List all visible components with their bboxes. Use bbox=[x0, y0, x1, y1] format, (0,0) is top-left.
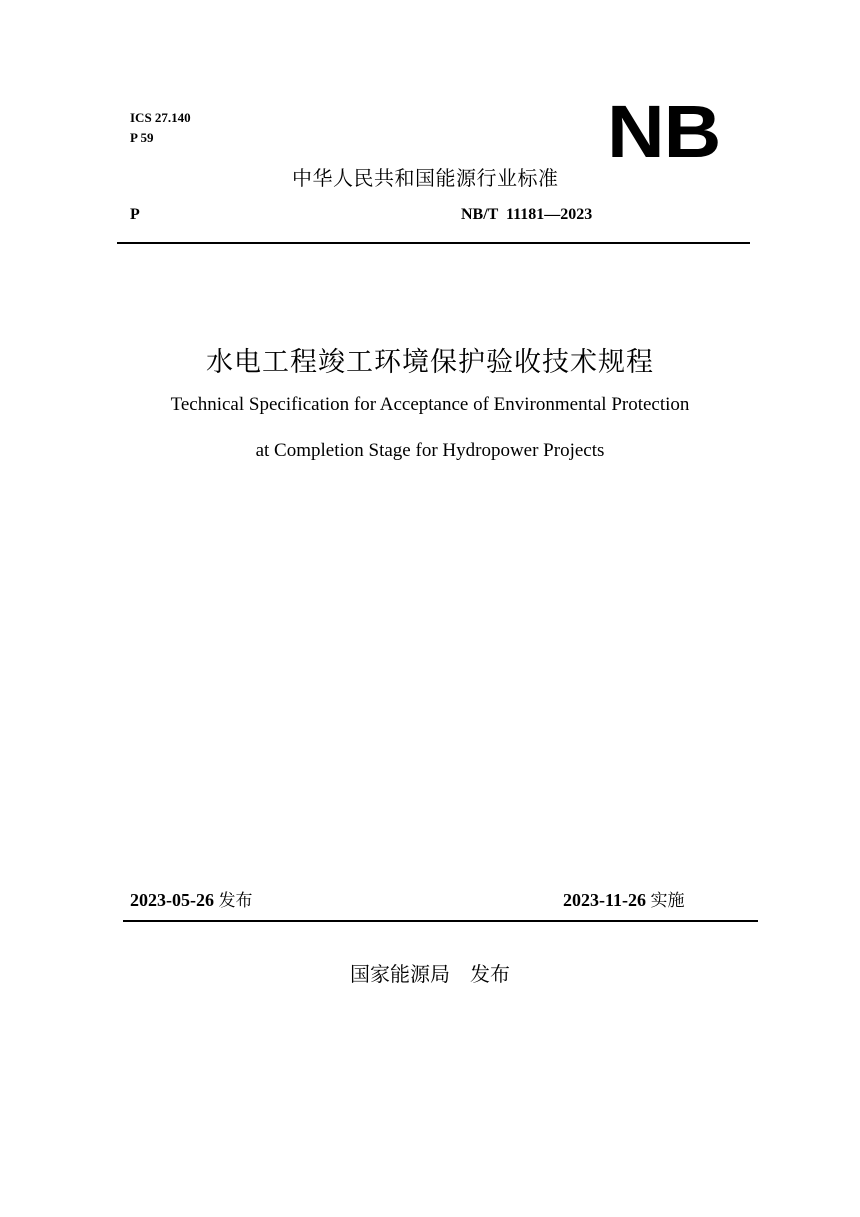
ccs-code: P 59 bbox=[130, 130, 154, 145]
standard-number: NB/T 11181—2023 bbox=[461, 206, 593, 223]
nb-logo: NB bbox=[607, 90, 721, 173]
publish-label: 发布 bbox=[218, 891, 253, 911]
publish-date bbox=[130, 886, 253, 911]
classification-letter: P bbox=[130, 206, 140, 223]
title-english-line1: Technical Specification for Acceptance of Environmental Protection bbox=[170, 394, 690, 415]
publish-date-value: 2023-05-26 bbox=[130, 890, 214, 910]
effective-label: 实施 bbox=[650, 891, 685, 911]
bottom-divider bbox=[123, 920, 758, 922]
title-chinese: 水电工程竣工环境保护验收技术规程 bbox=[206, 347, 654, 378]
ics-code: ICS 27.140 bbox=[130, 110, 191, 125]
title-english-line2: at Completion Stage for Hydropower Projects bbox=[255, 440, 605, 461]
standard-category: 中华人民共和国能源行业标准 bbox=[292, 166, 559, 190]
effective-date-value: 2023-11-26 bbox=[563, 890, 646, 910]
top-divider bbox=[117, 242, 750, 244]
classification-codes bbox=[130, 108, 191, 148]
issuer: 国家能源局 发布 bbox=[350, 962, 510, 986]
effective-date bbox=[563, 886, 685, 911]
